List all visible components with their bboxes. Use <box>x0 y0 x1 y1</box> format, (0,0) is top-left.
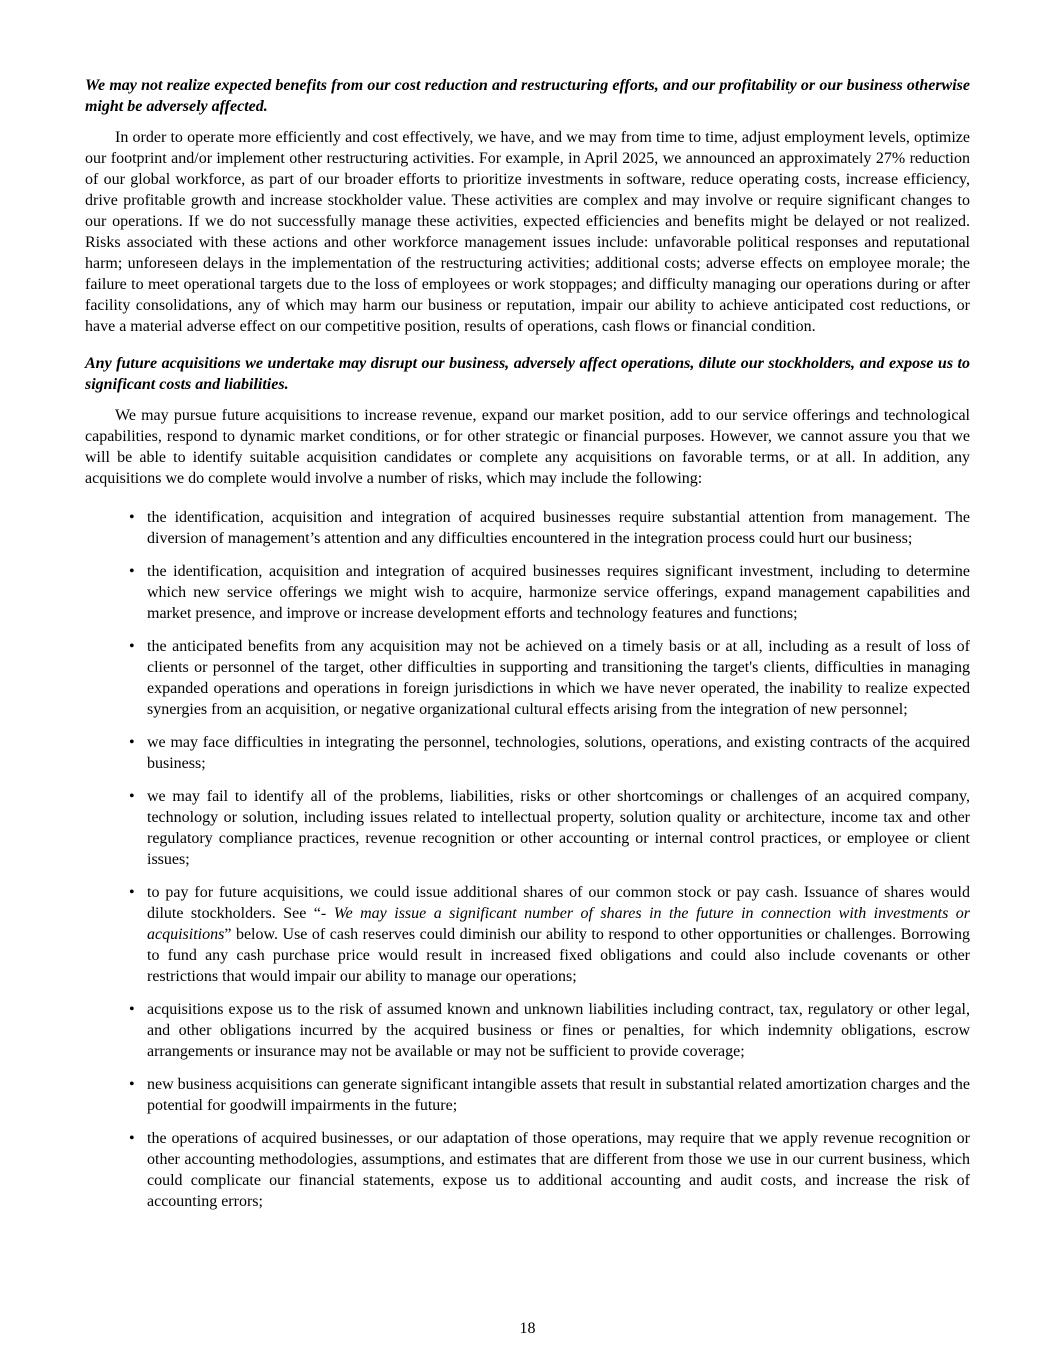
list-item-fail-to-identify <box>85 786 970 870</box>
bullet-icon: • <box>129 734 135 751</box>
section-heading-acquisitions: Any future acquisitions we undertake may disrupt our business, adversely affect operations, dilute our stockholders, and expose us to significant costs and liabilities. <box>85 355 970 393</box>
list-item-anticipated-benefits <box>85 636 970 720</box>
bullet-text: ” below. Use of cash reserves could diminish our ability to respond to other opportunities or challenges. Borrowing to fund any cash purchase price would result in increased fixed obligations and could also include covenants or other restrictions that would impair our ability to manage our operations; <box>147 926 970 985</box>
list-item-integration-difficulties <box>85 732 970 774</box>
bullet-text: the operations of acquired businesses, or our adaptation of those operations, may require that we apply revenue recognition or other accounting methodologies, assumptions, and estimates that are different from those we use in our current business, which could complicate our financial statements, expose us to additional accounting and audit costs, and increase the risk of accounting errors; <box>147 1130 970 1210</box>
bullet-icon: • <box>129 509 135 526</box>
bullet-icon: • <box>129 884 135 901</box>
bullet-text: we may face difficulties in integrating the personnel, technologies, solutions, operations, and existing contracts of the acquired business; <box>147 734 970 772</box>
list-item-management-attention <box>85 507 970 549</box>
bullet-text: new business acquisitions can generate significant intangible assets that result in substantial related amortization charges and the potential for goodwill impairments in the future; <box>147 1076 970 1114</box>
bullet-icon: • <box>129 1130 135 1147</box>
list-item-pay-for-acquisitions <box>85 882 970 987</box>
paragraph-restructuring: In order to operate more efficiently and cost effectively, we have, and we may from time to time, adjust employment levels, optimize our footprint and/or implement other restructuring activities. For example, in April 2025, we announced an approximately 27% reduction of our global workforce, as part of our broader efforts to prioritize investments in software, reduce operating costs, increase efficiency, drive profitable growth and increase stockholder value. These activities are complex and may involve or require significant changes to our operations. If we do not successfully manage these activities, expected efficiencies and benefits might be delayed or not realized. Risks associated with these actions and other workforce management issues include: unfavorable political responses and reputational harm; unforeseen delays in the implementation of the restructuring activities; additional costs; adverse effects on employee morale; the failure to meet operational targets due to the loss of employees or work stoppages; and difficulty managing our operations during or after facility consolidations, any of which may harm our business or reputation, impair our ability to achieve anticipated cost reductions, or have a material adverse effect on our competitive position, results of operations, cash flows or financial condition. <box>85 129 970 335</box>
list-item-assumed-liabilities <box>85 999 970 1062</box>
bullet-icon: • <box>129 1001 135 1018</box>
bullet-text: the identification, acquisition and integration of acquired businesses require substantial attention from management. The diversion of management’s attention and any difficulties encountered in the integration process could hurt our business; <box>147 509 970 547</box>
bullet-icon: • <box>129 1076 135 1093</box>
bullet-text: the anticipated benefits from any acquisition may not be achieved on a timely basis or at all, including as a result of loss of clients or personnel of the target, other difficulties in supporting and transitioning the target's clients, difficulties in managing expanded operations and operations in foreign jurisdictions in which we have never operated, the inability to realize expected synergies from an acquisition, or negative organizational cultural effects arising from the integration of new personnel; <box>147 638 970 718</box>
list-item-intangible-assets <box>85 1074 970 1116</box>
bullet-icon: • <box>129 788 135 805</box>
bullet-text: we may fail to identify all of the problems, liabilities, risks or other shortcomings or challenges of an acquired company, technology or solution, including issues related to intellectual property, solution quality or architecture, income tax and other regulatory compliance practices, revenue recognition or other accounting or internal control practices, or employee or client issues; <box>147 788 970 868</box>
paragraph-acquisitions: We may pursue future acquisitions to increase revenue, expand our market position, add to our service offerings and technological capabilities, respond to dynamic market conditions, or for other strategic or financial purposes. However, we cannot assure you that we will be able to identify suitable acquisition candidates or complete any acquisitions on favorable terms, or at all. In addition, any acquisitions we do complete would involve a number of risks, which may include the following: <box>85 407 970 487</box>
bullet-icon: • <box>129 638 135 655</box>
bullet-text: the identification, acquisition and integration of acquired businesses requires significant investment, including to determine which new service offerings we might wish to acquire, harmonize service offerings, expand management capabilities and market presence, and improve or increase development efforts and technology features and functions; <box>147 563 970 622</box>
section-heading-restructuring: We may not realize expected benefits from our cost reduction and restructuring efforts, and our profitability or our business otherwise might be adversely affected. <box>85 77 970 115</box>
bullet-text: to pay for future acquisitions, we could issue additional shares of our common stock or pay cash. Issuance of shares would dilute stockholders. See “- <box>147 884 970 922</box>
page-number: 18 <box>519 1320 536 1337</box>
risk-bullet-list <box>85 507 970 1212</box>
bullet-icon: • <box>129 563 135 580</box>
list-item-significant-investment <box>85 561 970 624</box>
list-item-accounting-methodologies <box>85 1128 970 1212</box>
bullet-text: acquisitions expose us to the risk of assumed known and unknown liabilities including contract, tax, regulatory or other legal, and other obligations incurred by the acquired business or fines or penalties, for which indemnity obligations, escrow arrangements or insurance may not be available or may not be sufficient to provide coverage; <box>147 1001 970 1060</box>
bullet-text-cross-reference: We may issue a significant number of shares in the future in connection with investments or acquisitions <box>147 905 971 943</box>
